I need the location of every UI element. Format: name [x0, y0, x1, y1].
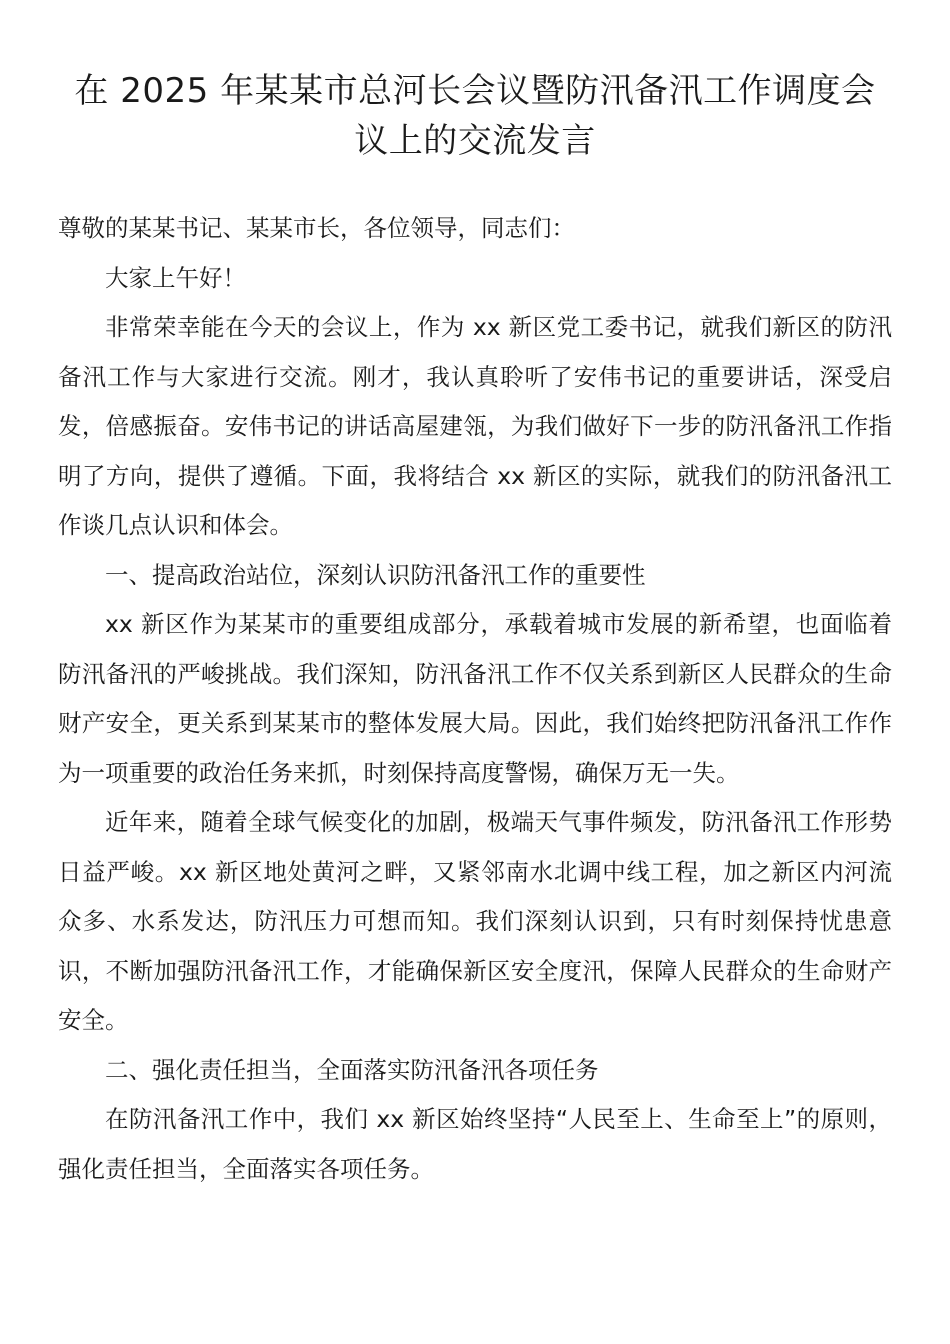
greeting: 大家上午好！ [105, 263, 246, 292]
section-1-paragraph-2: 近年来，随着全球气候变化的加剧，极端天气事件频发，防汛备汛工作形势日益严峻。xx 新区地处黄河之畔，又紧邻南水北调中线工程，加之新区内河流众多、水系发达，防汛压力可想而知。我们深刻认识到，只有时刻保持忧患意识，不断加强防汛备汛工作，才能确保新区安全度汛，保障人民群众的生命财产安全。 [58, 808, 892, 1034]
title-line-1: 在 2025 年某某市总河长会议暨防汛备汛工作调度会 [74, 71, 876, 111]
title-line-2: 议上的交流发言 [354, 121, 596, 161]
document-title [58, 66, 892, 166]
salutation: 尊敬的某某书记、某某市长，各位领导，同志们： [58, 214, 575, 242]
section-1-paragraph-1: xx 新区作为某某市的重要组成部分，承载着城市发展的新希望，也面临着防汛备汛的严峻挑战。我们深知，防汛备汛工作不仅关系到新区人民群众的生命财产安全，更关系到某某市的整体发展大局。因此，我们始终把防汛备汛工作作为一项重要的政治任务来抓，时刻保持高度警惕，确保万无一失。 [58, 610, 892, 787]
section-2-paragraph-1: 在防汛备汛工作中，我们 xx 新区始终坚持“人民至上、生命至上”的原则，强化责任担当，全面落实各项任务。 [58, 1105, 892, 1183]
intro-paragraph: 非常荣幸能在今天的会议上，作为 xx 新区党工委书记，就我们新区的防汛备汛工作与大家进行交流。刚才，我认真聆听了安伟书记的重要讲话，深受启发，倍感振奋。安伟书记的讲话高屋建瓴，为我们做好下一步的防汛备汛工作指明了方向，提供了遵循。下面，我将结合 xx 新区的实际，就我们的防汛备汛工作谈几点认识和体会。 [58, 313, 892, 539]
section-1-heading: 一、提高政治站位，深刻认识防汛备汛工作的重要性 [105, 560, 646, 589]
document-body [58, 204, 892, 1194]
section-2-heading: 二、强化责任担当，全面落实防汛备汛各项任务 [105, 1055, 599, 1084]
